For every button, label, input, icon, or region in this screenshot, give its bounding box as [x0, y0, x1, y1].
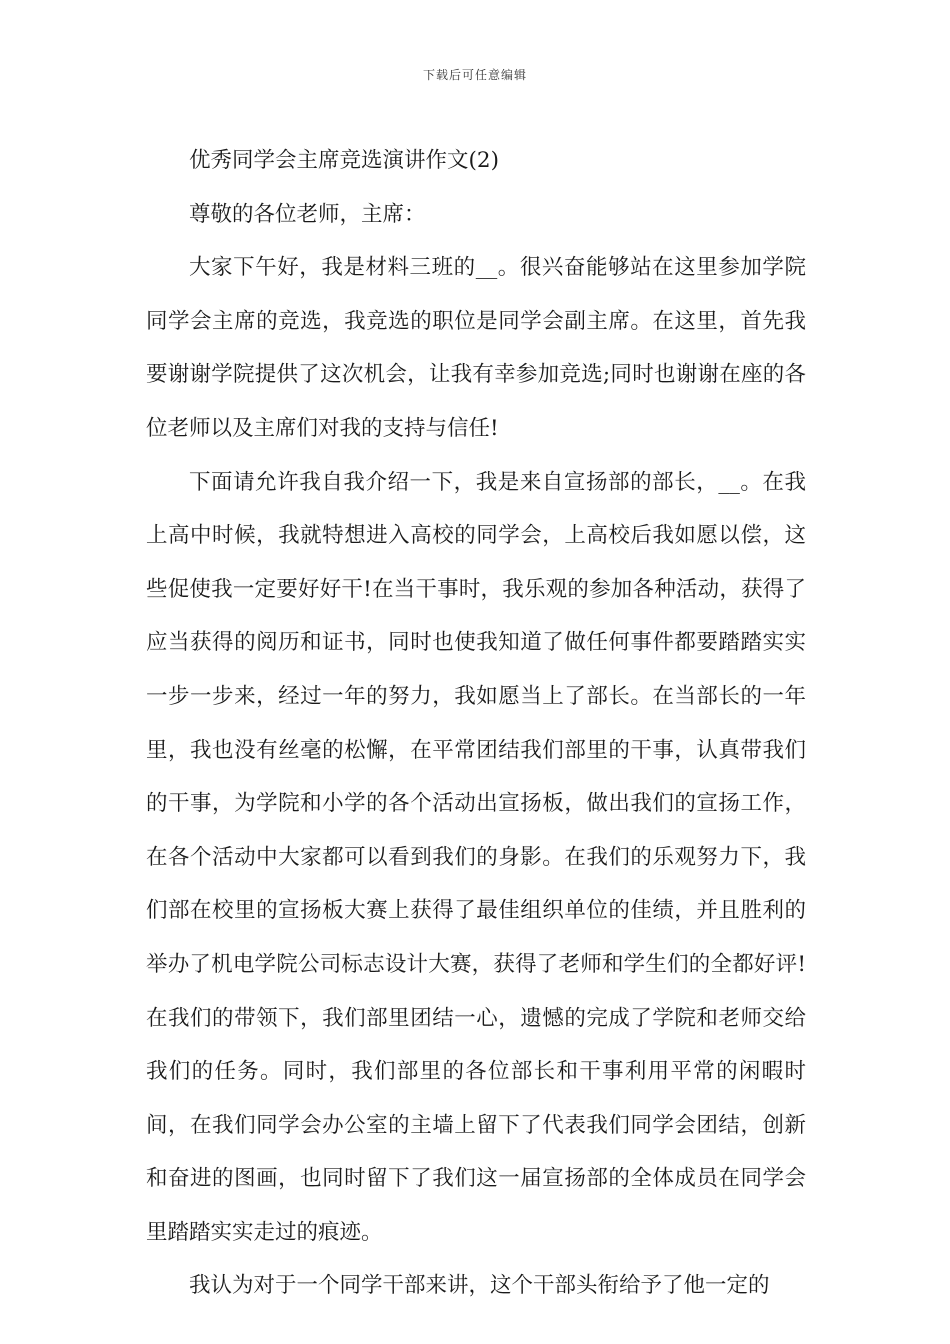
header-note: 下载后可任意编辑: [422, 68, 527, 82]
salutation: 尊敬的各位老师，主席：: [189, 201, 426, 227]
document-body: [146, 134, 806, 1313]
paragraph-1: 大家下午好，我是材料三班的__。很兴奋能够站在这里参加学院同学会主席的竞选，我竞选的职位是同学会副主席。在这里，首先我要谢谢学院提供了这次机会，让我有幸参加竞选;同时也谢谢在座的各位老师以及主席们对我的支持与信任!: [146, 255, 806, 441]
paragraph-2: 下面请允许我自我介绍一下，我是来自宣扬部的部长，__。在我上高中时候，我就特想进入高校的同学会，上高校后我如愿以偿，这些促使我一定要好好干!在当干事时，我乐观的参加各种活动，获得了应当获得的阅历和证书，同时也使我知道了做任何事件都要踏踏实实一步一步来，经过一年的努力，我如愿当上了部长。在当部长的一年里，我也没有丝毫的松懈，在平常团结我们部里的干事，认真带我们的干事，为学院和小学的各个活动出宣扬板，做出我们的宣扬工作，在各个活动中大家都可以看到我们的身影。在我们的乐观努力下，我们部在校里的宣扬板大赛上获得了最佳组织单位的佳绩，并且胜利的举办了机电学院公司标志设计大赛，获得了老师和学生们的全都好评!在我们的带领下，我们部里团结一心，遗憾的完成了学院和老师交给我们的任务。同时，我们部里的各位部长和干事利用平常的闲暇时间，在我们同学会办公室的主墙上留下了代表我们同学会团结，创新和奋进的图画，也同时留下了我们这一届宣扬部的全体成员在同学会里踏踏实实走过的痕迹。: [146, 469, 806, 1245]
document-title: 优秀同学会主席竞选演讲作文(2): [189, 148, 499, 173]
paragraph-3: 我认为对于一个同学干部来讲，这个干部头衔给予了他一定的: [189, 1273, 770, 1299]
